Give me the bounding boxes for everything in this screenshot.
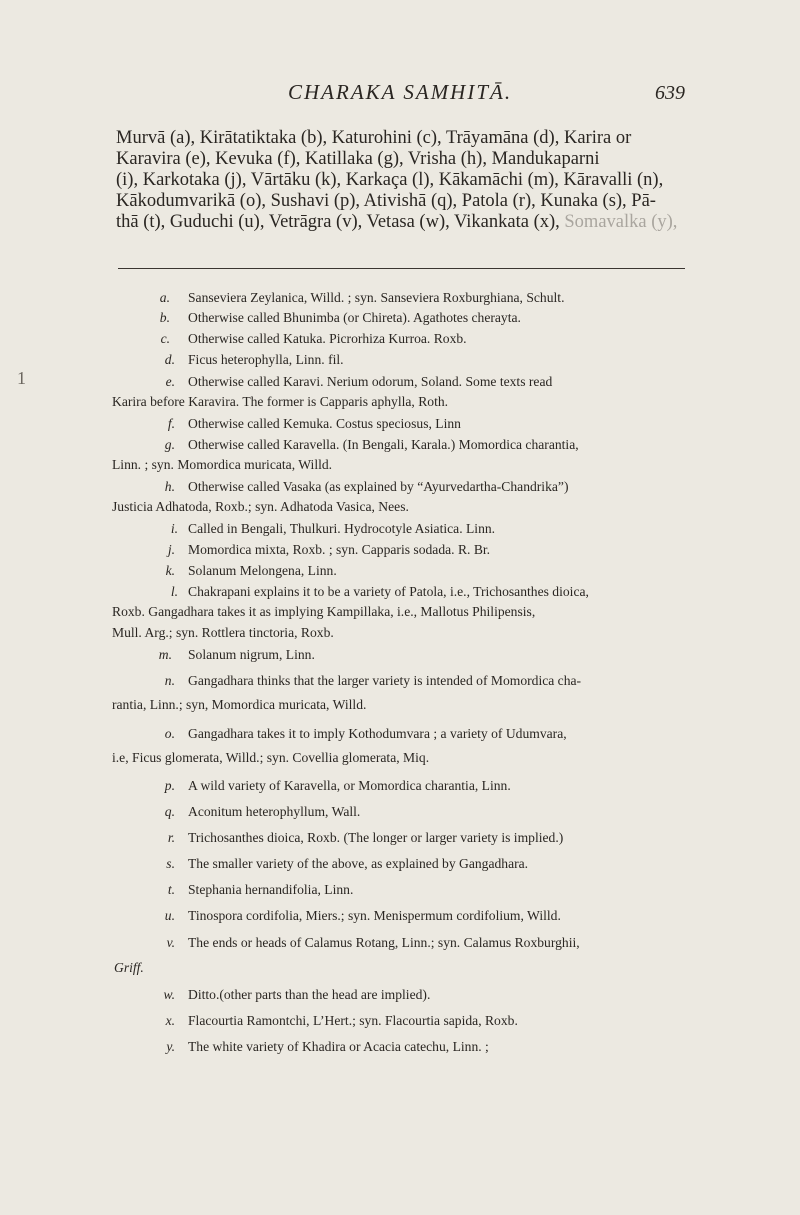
footnote-text: Ditto.(other parts than the head are implied). <box>188 987 431 1002</box>
footnote-letter: t. <box>167 882 175 897</box>
footnote-letter: p. <box>164 778 175 793</box>
footnote-letter: y. <box>166 1039 175 1054</box>
footnote-letter: e. <box>165 374 175 389</box>
footnote-text: Momordica mixta, Roxb. ; syn. Capparis sodada. R. Br. <box>188 542 491 557</box>
footnote-letter: r. <box>167 830 175 845</box>
footnote-letter: o. <box>164 726 175 741</box>
footnote-text: Tinospora cordifolia, Miers.; syn. Menispermum cordifolium, Willd. <box>188 908 561 923</box>
footnote-letter: q. <box>164 804 175 819</box>
footnote-letter: a. <box>159 290 170 305</box>
footnote-text: Chakrapani explains it to be a variety of Patola, i.e., Trichosanthes dioica, <box>188 584 589 599</box>
footnote-continuation: Karira before Karavira. The former is Capparis aphylla, Roth. <box>112 394 449 409</box>
footnote-letter: l. <box>170 584 178 599</box>
footnote-letter: v. <box>166 935 175 950</box>
main-text-segment: thā (t), Guduchi (u), Vetrāgra (v), Vetasa (w), Vikankata (x), <box>116 212 560 232</box>
main-text-line: Murvā (a), Kirātatiktaka (b), Katurohini (c), Trāyamāna (d), Karira or <box>116 128 632 148</box>
section-divider <box>118 268 685 269</box>
footnote-letter: b. <box>159 310 170 325</box>
footnote-text: Otherwise called Karavella. (In Bengali, Karala.) Momordica charantia, <box>188 437 579 452</box>
main-text-line <box>116 212 686 233</box>
main-text-block <box>116 128 686 233</box>
footnote-continuation: Roxb. Gangadhara takes it as implying Kampillaka, i.e., Mallotus Philipensis, <box>112 604 536 619</box>
main-text-faded-segment: Somavalka (y), <box>564 212 678 232</box>
footnote-text: Solanum Melongena, Linn. <box>188 563 337 578</box>
footnote-text: The ends or heads of Calamus Rotang, Linn.; syn. Calamus Roxburghii, <box>188 935 580 950</box>
footnote-letter: m. <box>158 647 172 662</box>
footnote-letter: k. <box>165 563 175 578</box>
main-text-line: Kākodumvarikā (o), Sushavi (p), Ativishā (q), Patola (r), Kunaka (s), Pā- <box>116 191 656 211</box>
footnote-letter: x. <box>165 1013 175 1028</box>
footnote-letter: w. <box>163 987 175 1002</box>
footnote-text: The smaller variety of the above, as explained by Gangadhara. <box>188 856 529 871</box>
running-title: CHARAKA SAMHITĀ. <box>288 80 513 104</box>
footnote-text: Gangadhara takes it to imply Kothodumvara ; a variety of Udumvara, <box>188 726 567 741</box>
footnote-letter: n. <box>164 673 175 688</box>
footnote-letter: c. <box>160 331 170 346</box>
main-text-line: (i), Karkotaka (j), Vārtāku (k), Karkaça (l), Kākamāchi (m), Kāravalli (n), <box>116 170 664 190</box>
footnote-letter: u. <box>164 908 175 923</box>
footnote-text: Otherwise called Vasaka (as explained by “Ayurvedartha-Chandrika”) <box>188 479 569 494</box>
footnote-text: Aconitum heterophyllum, Wall. <box>188 804 361 819</box>
footnote-letter: g. <box>164 437 175 452</box>
footnote-text: Otherwise called Katuka. Picrorhiza Kurroa. Roxb. <box>188 331 467 346</box>
footnote-text: The white variety of Khadira or Acacia catechu, Linn. ; <box>188 1039 489 1054</box>
footnote-letter: d. <box>164 352 175 367</box>
footnote-text: Called in Bengali, Thulkuri. Hydrocotyle Asiatica. Linn. <box>188 521 496 536</box>
footnote-text: Otherwise called Kemuka. Costus speciosus, Linn <box>188 416 461 431</box>
footnote-text: Stephania hernandifolia, Linn. <box>188 882 354 897</box>
footnote-continuation: i.e, Ficus glomerata, Willd.; syn. Covellia glomerata, Miq. <box>112 750 430 765</box>
footnote-text: Sanseviera Zeylanica, Willd. ; syn. Sanseviera Roxburghiana, Schult. <box>188 290 565 305</box>
footnote-letter: f. <box>167 416 175 431</box>
footnote-text: Ficus heterophylla, Linn. fil. <box>188 352 344 367</box>
footnote-continuation: Linn. ; syn. Momordica muricata, Willd. <box>112 457 333 472</box>
running-head <box>0 80 800 110</box>
footnote-letter: j. <box>167 542 175 557</box>
footnote-continuation: Mull. Arg.; syn. Rottlera tinctoria, Roxb. <box>112 625 334 640</box>
footnote-text: Flacourtia Ramontchi, L’Hert.; syn. Flacourtia sapida, Roxb. <box>188 1013 518 1028</box>
footnote-continuation: Griff. <box>114 960 144 975</box>
footnote-continuation: rantia, Linn.; syn, Momordica muricata, Willd. <box>112 697 367 712</box>
footnote-text: Gangadhara thinks that the larger variety is intended of Momordica cha- <box>188 673 582 688</box>
margin-mark: 1 <box>17 368 26 388</box>
page-number: 639 <box>655 82 685 104</box>
footnote-letter: i. <box>170 521 178 536</box>
footnote-letter: h. <box>164 479 175 494</box>
footnote-text: Otherwise called Bhunimba (or Chireta). Agathotes cherayta. <box>188 310 521 325</box>
footnote-text: Otherwise called Karavi. Nerium odorum, Soland. Some texts read <box>188 374 553 389</box>
footnote-text: Trichosanthes dioica, Roxb. (The longer or larger variety is implied.) <box>188 830 564 845</box>
footnote-letter: s. <box>166 856 175 871</box>
footnote-text: A wild variety of Karavella, or Momordica charantia, Linn. <box>188 778 511 793</box>
footnote-continuation: Justicia Adhatoda, Roxb.; syn. Adhatoda Vasica, Nees. <box>112 499 409 514</box>
main-text-line: Karavira (e), Kevuka (f), Katillaka (g), Vrisha (h), Mandukaparni <box>116 149 600 169</box>
footnote-text: Solanum nigrum, Linn. <box>188 647 315 662</box>
